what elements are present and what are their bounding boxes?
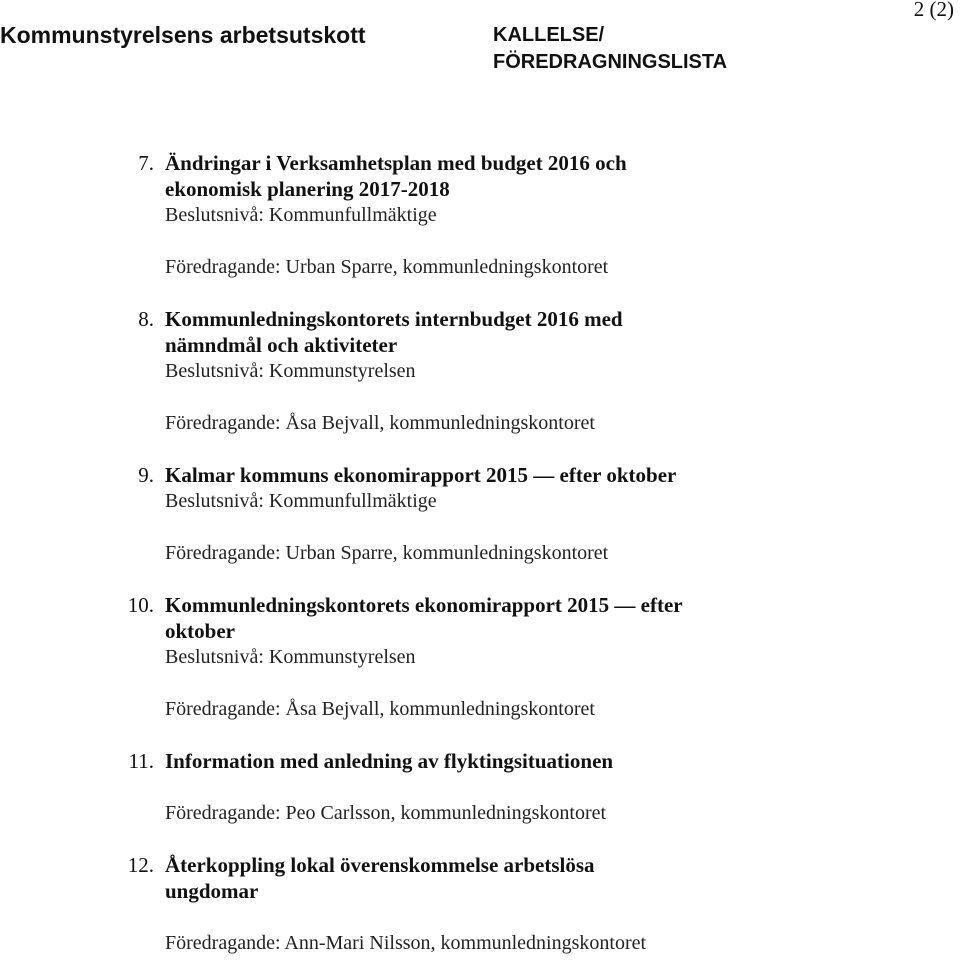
agenda-item-title-line: ungdomar xyxy=(165,879,259,903)
presenter: Föredragande: Åsa Bejvall, kommunledningskontoret xyxy=(165,698,595,720)
decision-level: Beslutsnivå: Kommunstyrelsen xyxy=(165,646,416,668)
presenter: Föredragande: Åsa Bejvall, kommunledningskontoret xyxy=(165,412,595,434)
agenda-item-number: 8. xyxy=(138,307,154,331)
agenda-item-11 xyxy=(0,748,960,826)
agenda-item-7 xyxy=(0,150,960,280)
agenda-item-title-line: ekonomisk planering 2017-2018 xyxy=(165,177,450,201)
agenda-item-number: 9. xyxy=(138,463,154,487)
document-type-line-1: KALLELSE/ xyxy=(493,24,605,46)
agenda-item-12 xyxy=(0,852,960,956)
agenda-item-number: 7. xyxy=(138,151,154,175)
document-type-line-2: FÖREDRAGNINGSLISTA xyxy=(493,51,728,73)
agenda-item-title-line: nämndmål och aktiviteter xyxy=(165,333,398,357)
presenter: Föredragande: Urban Sparre, kommunledningskontoret xyxy=(165,542,609,564)
presenter: Föredragande: Peo Carlsson, kommunledningskontoret xyxy=(165,802,607,824)
page-number: 2 (2) xyxy=(913,0,954,21)
committee-name: Kommunstyrelsens arbetsutskott xyxy=(0,22,366,48)
agenda-item-number: 11. xyxy=(128,749,154,773)
decision-level: Beslutsnivå: Kommunstyrelsen xyxy=(165,360,416,382)
presenter: Föredragande: Ann-Mari Nilsson, kommunledningskontoret xyxy=(165,932,647,954)
agenda-item-title-line: Kalmar kommuns ekonomirapport 2015 — efter oktober xyxy=(165,463,677,487)
agenda-item-number: 10. xyxy=(127,593,154,617)
agenda-list xyxy=(0,150,960,956)
agenda-item-10 xyxy=(0,592,960,722)
decision-level: Beslutsnivå: Kommunfullmäktige xyxy=(165,204,437,226)
document-type xyxy=(493,22,727,76)
agenda-item-title-line: Ändringar i Verksamhetsplan med budget 2016 och xyxy=(165,151,627,175)
agenda-item-title-line: oktober xyxy=(165,619,235,643)
agenda-item-8 xyxy=(0,306,960,436)
decision-level: Beslutsnivå: Kommunfullmäktige xyxy=(165,490,437,512)
agenda-item-title-line: Kommunledningskontorets ekonomirapport 2015 — efter xyxy=(165,593,683,617)
agenda-item-title-line: Återkoppling lokal överenskommelse arbetslösa xyxy=(165,853,595,877)
agenda-item-9 xyxy=(0,462,960,566)
agenda-item-title-line: Information med anledning av flyktingsituationen xyxy=(165,749,614,773)
presenter: Föredragande: Urban Sparre, kommunledningskontoret xyxy=(165,256,609,278)
agenda-item-number: 12. xyxy=(127,853,154,877)
agenda-item-title-line: Kommunledningskontorets internbudget 2016 med xyxy=(165,307,623,331)
